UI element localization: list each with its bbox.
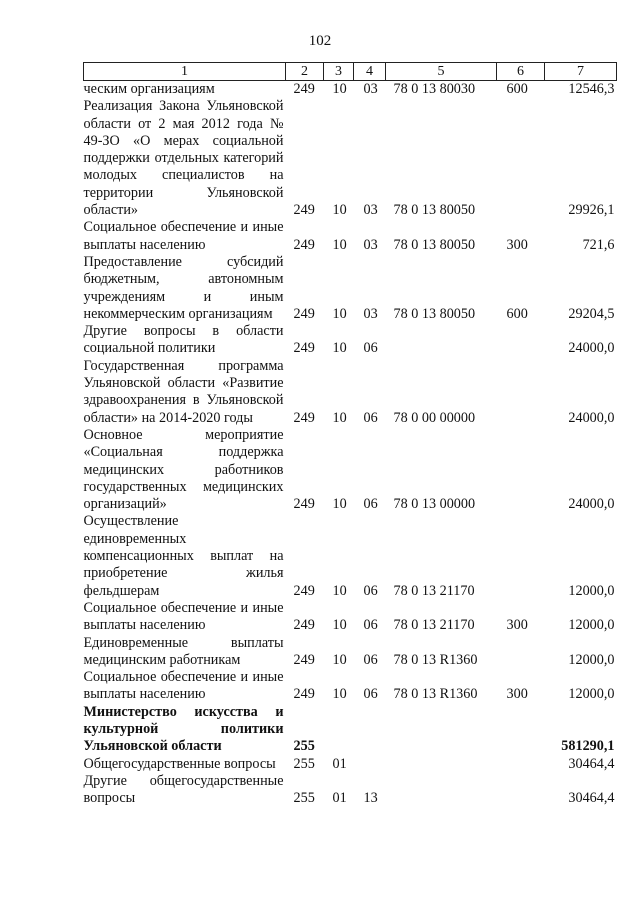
row-target-article-cell: 78 0 13 00000 [393,496,476,513]
header-col-5: 5 [386,63,497,81]
row-amount-cell: 12000,0 [568,617,615,634]
row-section-cell: 10 [332,340,347,357]
header-col-4: 4 [354,63,386,81]
table-row [84,358,617,427]
row-subsection-cell: 03 [363,202,378,219]
row-section-cell: 10 [332,81,347,97]
row-subsection-cell: 03 [363,236,378,253]
row-target-article-cell: 78 0 00 00000 [393,409,476,426]
row-amount-cell: 12546,3 [568,81,615,97]
row-target-article-cell [386,773,497,808]
row-name-cell: Общегосударственные вопросы [83,755,276,772]
header-col-6: 6 [497,63,545,81]
row-name-cell: Осуществление единовременных компенсационных выплат на приобретение жилья фельдшерам [83,513,284,599]
budget-table [83,62,617,807]
row-subsection-cell: 03 [363,81,378,97]
row-amount-cell: 30464,4 [568,755,615,772]
row-name-cell: ческим организациям [83,81,215,97]
table-row [84,704,617,756]
row-section-cell: 10 [332,582,347,599]
row-expense-type-cell: 600 [506,81,528,97]
row-subsection-cell: 06 [363,582,378,599]
row-amount-cell: 29204,5 [568,305,615,322]
table-row [84,513,617,599]
row-target-article-cell: 78 0 13 80050 [393,305,476,322]
row-grbs-cell: 255 [293,755,315,772]
row-amount-cell: 12000,0 [568,686,615,703]
table-row [84,773,617,808]
row-section-cell: 10 [332,409,347,426]
row-expense-type-cell [497,756,545,773]
row-grbs-cell: 249 [293,582,315,599]
row-amount-cell: 24000,0 [568,496,615,513]
row-name-cell: Социальное обеспечение и иные выплаты населению [83,219,284,253]
header-col-1: 1 [84,63,286,81]
row-subsection-cell [354,704,386,756]
row-subsection-cell: 06 [363,651,378,668]
row-expense-type-cell [497,513,545,599]
row-section-cell: 10 [332,496,347,513]
row-name-cell: Единовременные выплаты медицинским работникам [83,634,284,668]
row-grbs-cell: 249 [293,651,315,668]
row-target-article-cell [386,704,497,756]
table-row [84,756,617,773]
table-row [84,427,617,513]
row-expense-type-cell [497,98,545,219]
row-amount-cell: 29926,1 [568,202,615,219]
row-expense-type-cell [497,358,545,427]
row-expense-type-cell: 300 [506,686,528,703]
table-row [84,98,617,219]
row-grbs-cell: 249 [293,236,315,253]
row-expense-type-cell [497,635,545,670]
row-amount-cell: 581290,1 [561,738,615,755]
row-target-article-cell [386,756,497,773]
row-section-cell: 10 [332,651,347,668]
table-row [84,254,617,323]
row-expense-type-cell [497,704,545,756]
table-header-row [84,63,617,81]
row-grbs-cell: 255 [293,790,315,807]
row-name-cell: Социальное обеспечение и иные выплаты населению [83,599,284,634]
row-subsection-cell: 06 [363,686,378,703]
row-expense-type-cell: 300 [506,236,528,253]
row-amount-cell: 30464,4 [568,790,615,807]
row-grbs-cell: 249 [293,496,315,513]
row-grbs-cell: 249 [293,686,315,703]
row-amount-cell: 12000,0 [568,651,615,668]
row-grbs-cell: 255 [293,738,315,755]
table-row [84,635,617,670]
row-subsection-cell: 13 [363,790,378,807]
row-expense-type-cell [497,323,545,358]
row-amount-cell: 12000,0 [568,582,615,599]
row-section-cell: 10 [332,305,347,322]
row-section-cell: 10 [332,686,347,703]
row-name-cell: Министерство искусства и культурной политики Ульяновской области [83,703,284,755]
header-col-2: 2 [286,63,324,81]
row-name-cell: Реализация Закона Ульяновской области от 2 мая 2012 года № 49-ЗО «О мерах социальной поддержки отдельных категорий молодых специалистов на территории Ульяновской области» [83,98,284,219]
row-amount-cell: 24000,0 [568,340,615,357]
row-target-article-cell: 78 0 13 R1360 [393,651,478,668]
row-section-cell: 01 [332,755,347,772]
table-row [84,323,617,358]
table-row [84,81,617,99]
row-section-cell: 10 [332,236,347,253]
page-number: 102 [308,33,332,49]
row-expense-type-cell [497,773,545,808]
row-target-article-cell: 78 0 13 80050 [393,202,476,219]
row-expense-type-cell: 600 [506,305,528,322]
row-section-cell [324,704,354,756]
row-section-cell: 10 [332,617,347,634]
row-subsection-cell: 06 [363,617,378,634]
header-col-7: 7 [545,63,617,81]
row-grbs-cell: 249 [293,305,315,322]
table-row [84,600,617,635]
row-target-article-cell [386,323,497,358]
header-col-3: 3 [324,63,354,81]
row-target-article-cell: 78 0 13 80030 [393,81,476,97]
row-name-cell: Другие вопросы в области социальной политики [83,323,284,357]
table-row [84,219,617,254]
row-subsection-cell: 06 [363,340,378,357]
row-expense-type-cell [497,427,545,513]
row-target-article-cell: 78 0 13 R1360 [393,686,478,703]
row-name-cell: Другие общегосударственные вопросы [83,772,284,807]
row-target-article-cell: 78 0 13 80050 [393,236,476,253]
row-expense-type-cell: 300 [506,617,528,634]
row-subsection-cell [354,756,386,773]
row-amount-cell: 24000,0 [568,409,615,426]
row-subsection-cell: 06 [363,496,378,513]
row-name-cell: Основное мероприятие «Социальная поддержка медицинских работников государственных медицинских организаций» [83,426,284,513]
row-target-article-cell: 78 0 13 21170 [393,582,475,599]
row-name-cell: Социальное обеспечение и иные выплаты населению [83,669,284,703]
row-grbs-cell: 249 [293,340,315,357]
row-name-cell: Предоставление субсидий бюджетным, автономным учреждениям и иным некоммерческим организациям [83,253,284,322]
row-grbs-cell: 249 [293,617,315,634]
row-target-article-cell: 78 0 13 21170 [393,617,475,634]
row-subsection-cell: 03 [363,305,378,322]
row-grbs-cell: 249 [293,409,315,426]
row-grbs-cell: 249 [293,81,315,97]
row-name-cell: Государственная программа Ульяновской области «Развитие здравоохранения в Ульяновской области» на 2014-2020 годы [83,357,284,426]
row-subsection-cell: 06 [363,409,378,426]
row-amount-cell: 721,6 [582,236,615,253]
row-section-cell: 10 [332,202,347,219]
row-grbs-cell: 249 [293,202,315,219]
table-row [84,669,617,704]
row-section-cell: 01 [332,790,347,807]
